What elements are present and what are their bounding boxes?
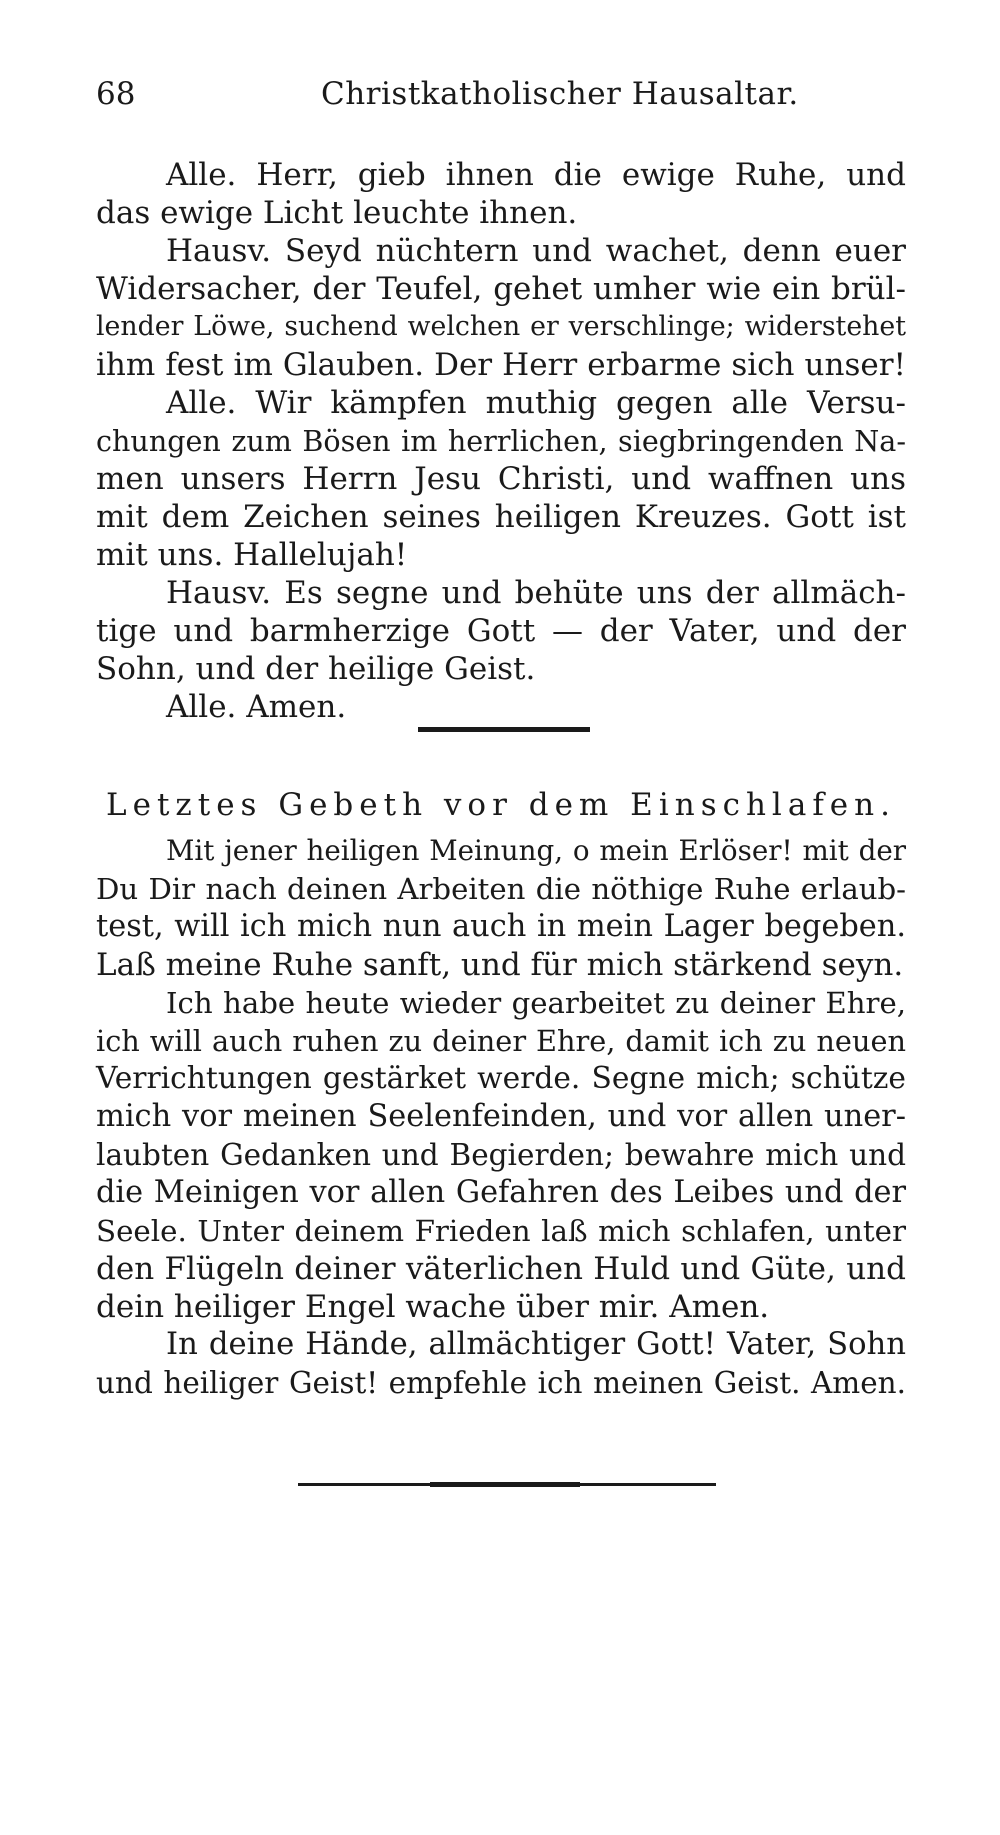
text-line: Alle. Amen. [166,689,347,725]
text-line: Sohn, und der heilige Geist. [96,651,536,687]
text-line: Du Dir nach deinen Arbeiten die nöthige Ruhe erlaub- [96,872,906,906]
text-line: Widersacher, der Teufel, gehet umher wie ein brül- [96,271,906,307]
section-divider [418,727,590,732]
text-line: mit dem Zeichen seines heiligen Kreuzes. Gott ist [96,499,906,535]
text-line: Seele. Unter deinem Frieden laß mich schlafen, unter [96,1214,906,1248]
text-line: Alle. Herr, gieb ihnen die ewige Ruhe, und [166,157,906,193]
text-line: mich vor meinen Seelenfeinden, und vor allen uner- [96,1099,906,1134]
text-line: ihm fest im Glauben. Der Herr erbarme sich unser! [96,347,906,383]
text-line: die Meinigen vor allen Gefahren des Leibes und der [96,1175,906,1210]
text-line: In deine Hände, allmächtiger Gott! Vater, Sohn [166,1327,906,1362]
text-line: Hausv. Seyd nüchtern und wachet, denn euer [166,233,906,269]
text-line: laubten Gedanken und Begierden; bewahre mich und [96,1138,906,1172]
text-line: und heiliger Geist! empfehle ich meinen Geist. Amen. [96,1366,906,1400]
text-line: Hausv. Es segne und behüte uns der allmäch- [166,575,906,611]
text-line: tige und barmherzige Gott — der Vater, und der [96,613,906,649]
text-line: ich will auch ruhen zu deiner Ehre, damit ich zu neuen [96,1024,906,1058]
liturgy-block [96,156,906,726]
text-line: dein heiliger Engel wache über mir. Amen. [96,1289,770,1325]
running-title: Christkatholischer Hausaltar. [321,76,799,112]
section-heading: Letztes Gebeth vor dem Einschlafen. [106,787,896,823]
text-line: test, will ich mich nun auch in mein Lager begeben. [96,909,906,944]
text-line: Verrichtungen gestärket werde. Segne mich; schütze [96,1061,906,1096]
text-line: men unsers Herrn Jesu Christi, und waffnen uns [96,461,906,497]
text-line: lender Löwe, suchend welchen er verschlinge; widerstehet [96,311,906,342]
text-line: chungen zum Bösen im herrlichen, siegbringenden Na- [96,424,906,458]
text-line: Ich habe heute wieder gearbeitet zu deiner Ehre, [166,986,906,1020]
page-number: 68 [96,76,136,112]
text-line: Mit jener heiligen Meinung, o mein Erlöser! mit der [166,834,906,867]
text-line: mit uns. Hallelujah! [96,537,408,573]
prayer-block [96,832,906,1402]
text-line: das ewige Licht leuchte ihnen. [96,195,578,231]
text-line: Laß meine Ruhe sanft, und für mich stärkend seyn. [96,947,904,983]
text-line: Alle. Wir kämpfen muthig gegen alle Versu- [166,385,906,421]
end-divider-thick [430,1482,580,1487]
text-line: den Flügeln deiner väterlichen Huld und Güte, und [96,1251,906,1287]
running-head [96,74,906,114]
